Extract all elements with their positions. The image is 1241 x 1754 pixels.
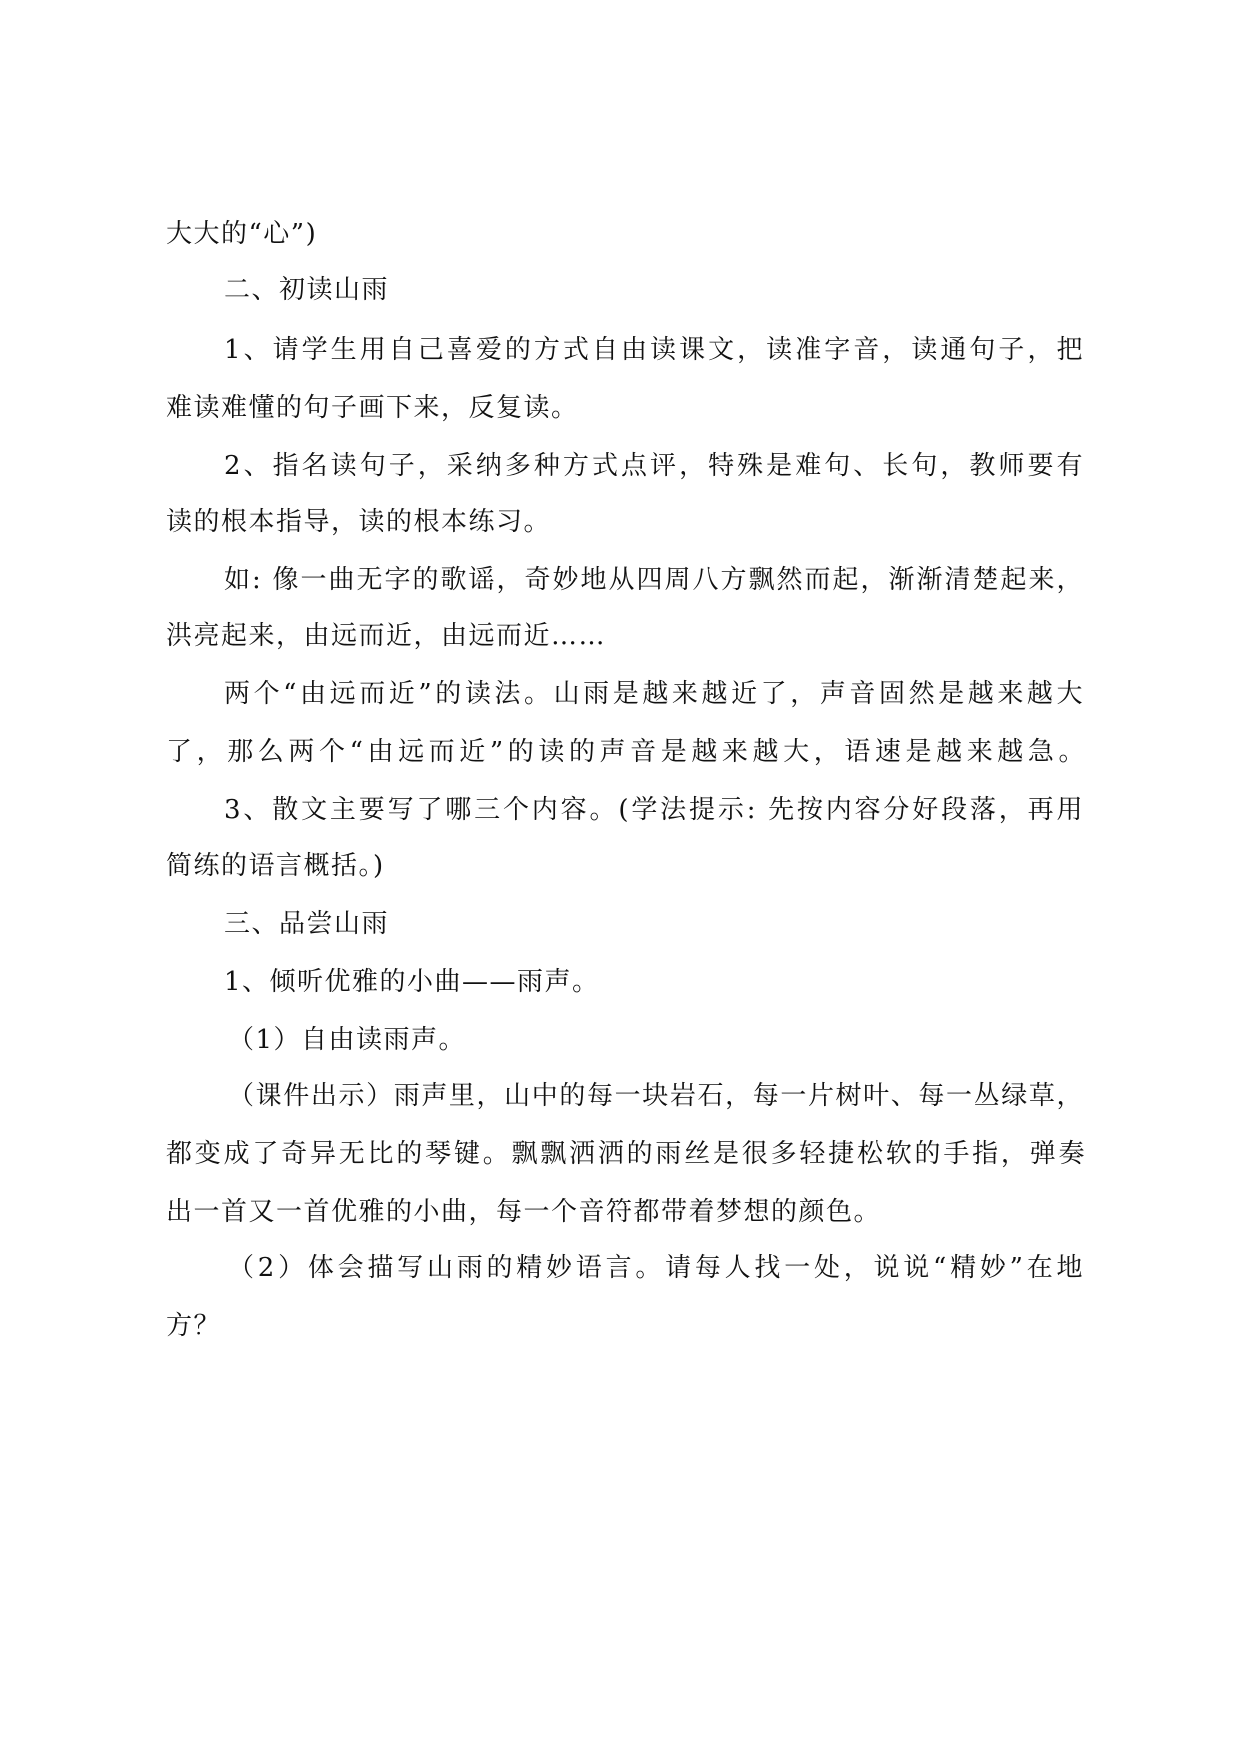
paragraph-line: 读的根本指导，读的根本练习。: [166, 507, 552, 537]
paragraph-line: （课件出示）雨声里，山中的每一块岩石，每一片树叶、每一丛绿草，: [228, 1081, 1084, 1111]
paragraph-line: 2、指名读句子，采纳多种方式点评，特殊是难句、长句，教师要有: [224, 451, 1084, 481]
paragraph-line: 1、请学生用自己喜爱的方式自由读课文，读准字音，读通句子，把: [224, 335, 1084, 365]
paragraph-line: 出一首又一首优雅的小曲，每一个音符都带着梦想的颜色。: [166, 1197, 882, 1227]
section-heading: 三、品尝山雨: [224, 909, 390, 939]
paragraph-line: 简练的语言概括。): [166, 851, 385, 881]
paragraph-line: 难读难懂的句子画下来，反复读。: [166, 393, 579, 423]
section-heading: 二、初读山雨: [224, 275, 390, 305]
paragraph-line: 3、散文主要写了哪三个内容。(学法提示: 先按内容分好段落，再用: [224, 795, 1084, 825]
paragraph-line: 洪亮起来，由远而近，由远而近……: [166, 621, 607, 651]
paragraph-line: （1）自由读雨声。: [228, 1025, 467, 1055]
paragraph-line: 都变成了奇异无比的琴键。飘飘洒洒的雨丝是很多轻捷松软的手指，弹奏: [166, 1139, 1086, 1169]
paragraph-line: 1、倾听优雅的小曲——雨声。: [224, 967, 600, 997]
paragraph-line: 两个“由远而近”的读法。山雨是越来越近了，声音固然是越来越大: [224, 679, 1084, 709]
paragraph-line: 方？: [166, 1311, 222, 1341]
paragraph-line: 如: 像一曲无字的歌谣，奇妙地从四周八方飘然而起，渐渐清楚起来，: [224, 565, 1084, 595]
paragraph-line: （2）体会描写山雨的精妙语言。请每人找一处，说说“精妙”在地: [228, 1253, 1084, 1283]
paragraph-line: 大大的“心”): [166, 219, 318, 249]
paragraph-line: 了，那么两个“由远而近”的读的声音是越来越大，语速是越来越急。: [166, 737, 1086, 767]
